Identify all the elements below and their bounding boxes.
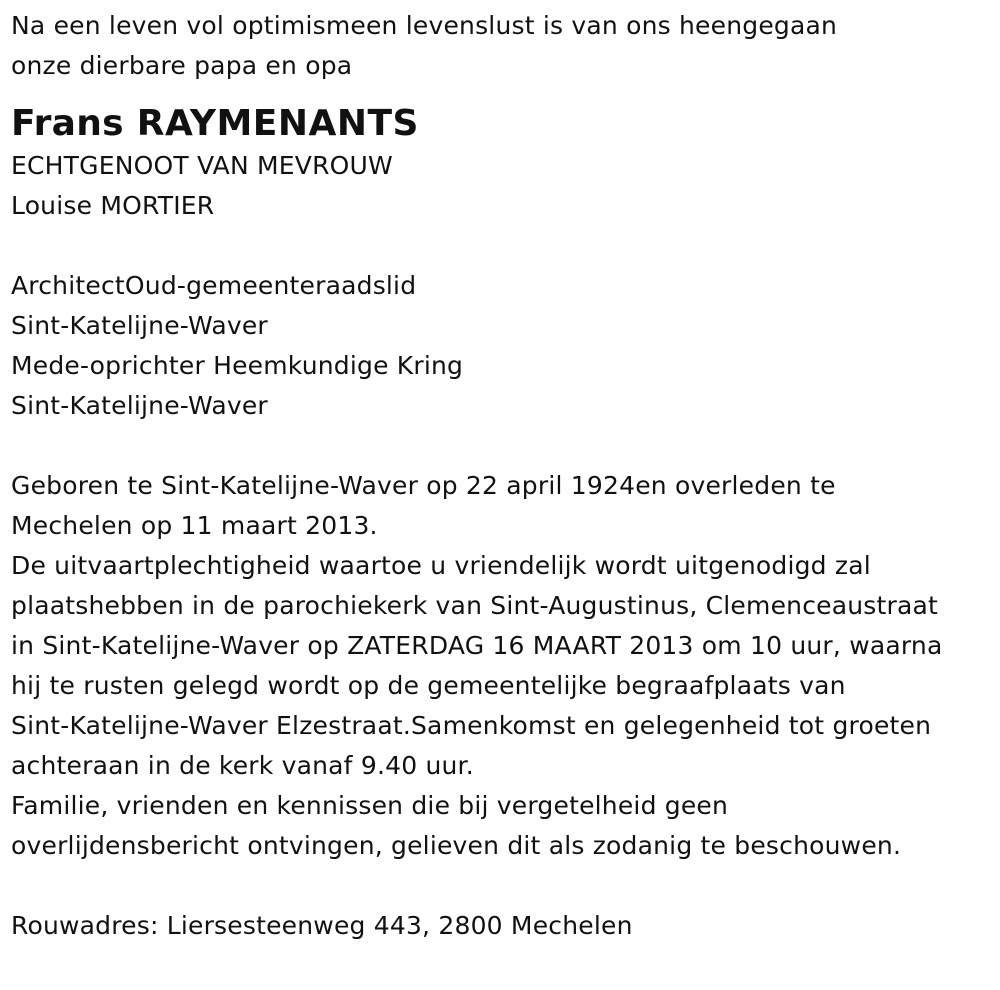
body-line: Geboren te Sint-Katelijne-Waver op 22 april 1924en overleden te — [11, 471, 836, 500]
body-line: achteraan in de kerk vanaf 9.40 uur. — [11, 751, 474, 780]
deceased-name — [11, 102, 991, 146]
body-line: Sint-Katelijne-Waver Elzestraat.Samenkomst en gelegenheid tot groeten — [11, 711, 932, 740]
body-line: plaatshebben in de parochiekerk van Sint-Augustinus, Clemenceaustraat — [11, 591, 939, 620]
deceased-first-name: Frans — [11, 103, 124, 144]
obituary-notice — [11, 6, 991, 946]
spacer — [11, 226, 991, 266]
body-line: Familie, vrienden en kennissen die bij vergetelheid geen — [11, 791, 729, 820]
title-line: Sint-Katelijne-Waver — [11, 311, 268, 340]
body-line: overlijdensbericht ontvingen, gelieven dit als zodanig te beschouwen. — [11, 831, 902, 860]
title-line: ArchitectOud-gemeenteraadslid — [11, 271, 417, 300]
body-line: hij te rusten gelegd wordt op de gemeentelijke begraafplaats van — [11, 671, 846, 700]
spouse-name: Louise MORTIER — [11, 191, 215, 220]
intro-line-2: onze dierbare papa en opa — [11, 51, 353, 80]
mourning-address: Rouwadres: Liersesteenweg 443, 2800 Mechelen — [11, 911, 633, 940]
intro-line-1: Na een leven vol optimismeen levenslust is van ons heengegaan — [11, 11, 838, 40]
spouse-label: ECHTGENOOT VAN MEVROUW — [11, 151, 393, 180]
spacer — [11, 866, 991, 906]
body-line: in Sint-Katelijne-Waver op ZATERDAG 16 MAART 2013 om 10 uur, waarna — [11, 631, 943, 660]
body-line: De uitvaartplechtigheid waartoe u vriendelijk wordt uitgenodigd zal — [11, 551, 871, 580]
spacer — [11, 426, 991, 466]
title-line: Mede-oprichter Heemkundige Kring — [11, 351, 464, 380]
body-line: Mechelen op 11 maart 2013. — [11, 511, 378, 540]
deceased-surname: RAYMENANTS — [136, 103, 419, 144]
title-line: Sint-Katelijne-Waver — [11, 391, 268, 420]
